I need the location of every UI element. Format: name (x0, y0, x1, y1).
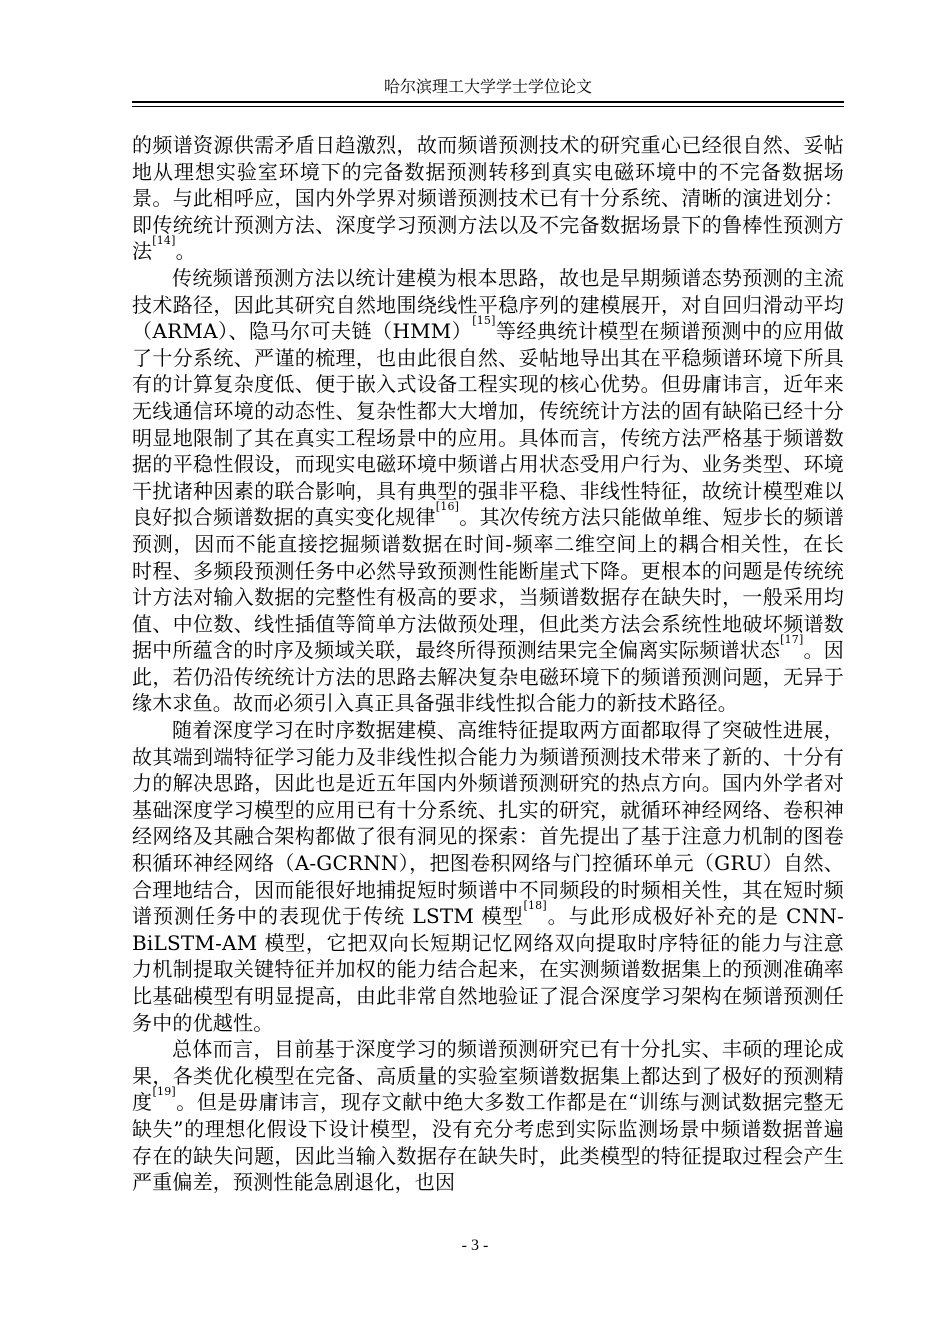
header-rule-thin (132, 106, 844, 107)
paragraph (132, 1036, 844, 1196)
paragraph-text: 传统频谱预测方法以统计建模为根本思路，故也是早期频谱态势预测的主流技术路径，因此其研究自然地围绕线性平稳序列的建模展开，对自回归滑动平均（ARMA）、隐马尔可夫链（HMM） (132, 265, 844, 344)
paragraph-text: 。 (175, 239, 196, 264)
paragraph (132, 717, 844, 1036)
paragraph-text: 。其次传统方法只能做单维、短步长的频谱预测，因而不能直接挖掘频谱数据在时间-频率二维空间上的耦合相关性，在长时程、多频段预测任务中必然导致预测性能断崖式下降。更根本的问题是传统统计方法对输入数据的完整性有极高的要求，当频谱数据存在缺失时，一般采用均值、中位数、线性插值等简单方法做预处理，但此类方法会系统性地破坏频谱数据中所蕴含的时序及频域关联，最终所得预测结果完全偏离实际频谱状态 (132, 505, 844, 663)
paragraph-text: 随着深度学习在时序数据建模、高维特征提取两方面都取得了突破性进展，故其端到端特征学习能力及非线性拟合能力为频谱预测技术带来了新的、十分有力的解决思路，因此也是近五年国内外频谱预测研究的热点方向。国内外学者对基础深度学习模型的应用已有十分系统、扎实的研究，就循环神经网络、卷积神经网络及其融合架构都做了很有洞见的探索：首先提出了基于注意力机制的图卷积循环神经网络（A-GCRNN），把图卷积网络与门控循环单元（GRU）自然、合理地结合，因而能很好地捕捉短时频谱中不同频段的时频相关性，其在短时频谱预测任务中的表现优于传统 LSTM 模型 (132, 718, 844, 929)
citation-ref: [19] (152, 1085, 176, 1099)
paragraph-text: 等经典统计模型在频谱预测中的应用做了十分系统、严谨的梳理，也由此很自然、妥帖地导出其在平稳频谱环境下所具有的计算复杂度低、便于嵌入式设备工程实现的核心优势。但毋庸讳言，近年来无线通信环境的动态性、复杂性都大大增加，传统统计方法的固有缺陷已经十分明显地限制了其在真实工程场景中的应用。具体而言，传统方法严格基于频谱数据的平稳性假设，而现实电磁环境中频谱占用状态受用户行为、业务类型、环境干扰诸种因素的联合影响，具有典型的强非平稳、非线性特征，故统计模型难以良好拟合频谱数据的真实变化规律 (132, 319, 844, 530)
citation-ref: [17] (780, 633, 804, 647)
paragraph-text: 。因此，若仍沿传统统计方法的思路去解决复杂电磁环境下的频谱预测问题，无异于缘木求鱼。故而必须引入真正具备强非线性拟合能力的新技术路径。 (132, 638, 844, 716)
paragraph-text: 。但是毋庸讳言，现存文献中绝大多数工作都是在“训练与测试数据完整无缺失”的理想化假设下设计模型，没有充分考虑到实际监测场景中频谱数据普遍存在的缺失问题，因此当输入数据存在缺失时，此类模型的特征提取过程会产生严重偏差，预测性能急剧退化，也因 (132, 1090, 844, 1195)
paragraph (132, 265, 844, 717)
citation-ref: [18] (523, 899, 547, 913)
page-number: - 3 - (461, 1237, 489, 1254)
citation-ref: [16] (435, 500, 460, 514)
paragraph-text: 总体而言，目前基于深度学习的频谱预测研究已有十分扎实、丰硕的理论成果，各类优化模型在完备、高质量的实验室频谱数据集上都达到了极好的预测精度 (132, 1037, 844, 1115)
running-header: 哈尔滨理工大学学士学位论文 (383, 77, 592, 96)
paragraph-text: 。与此形成极好补充的是 CNN-BiLSTM-AM 模型，它把双向长短期记忆网络双向提取时序特征的能力与注意力机制提取关键特征并加权的能力结合起来，在实测频谱数据集上的预测准确率比基础模型有明显提高，由此非常自然地验证了混合深度学习架构在频谱预测任务中的优越性。 (132, 904, 844, 1035)
citation-ref: [15] (472, 314, 496, 328)
body-text (132, 132, 844, 1196)
header-rule-thick (132, 101, 844, 103)
citation-ref: [14] (152, 234, 176, 248)
paragraph (132, 132, 844, 265)
paragraph-text: 的频谱资源供需矛盾日趋激烈，故而频谱预测技术的研究重心已经很自然、妥帖地从理想实验室环境下的完备数据预测转移到真实电磁环境中的不完备数据场景。与此相呼应，国内外学界对频谱预测技术已有十分系统、清晰的演进划分：即传统统计预测方法、深度学习预测方法以及不完备数据场景下的鲁棒性预测方法 (132, 133, 844, 264)
